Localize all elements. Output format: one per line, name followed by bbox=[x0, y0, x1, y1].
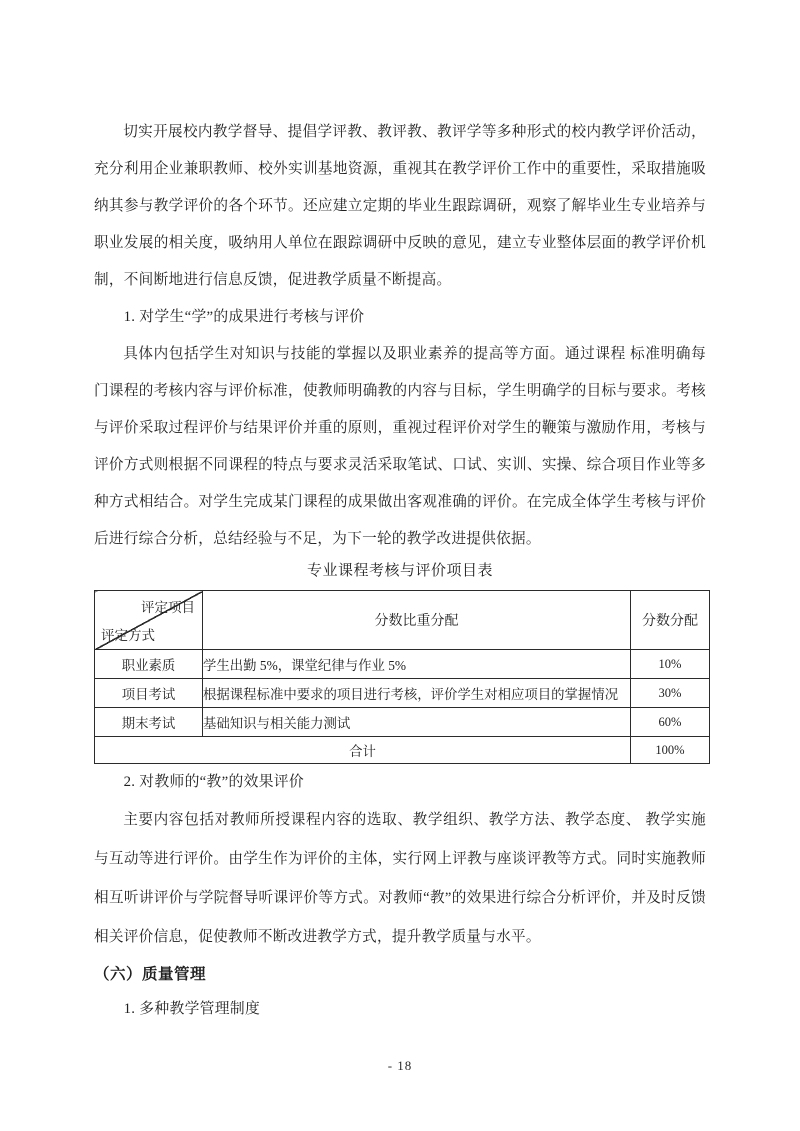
cell-total-label: 合计 bbox=[95, 737, 631, 764]
table-corner-cell bbox=[95, 591, 203, 650]
table-title: 专业课程考核与评价项目表 bbox=[306, 563, 493, 579]
paragraph-teacher-evaluation-details: 主要内容包括对教师所授课程内容的选取、教学组织、教学方法、教学态度、 教学实施与互动等进行评价。由学生作为评价的主体，实行网上评教与座谈评教等方式。同时实施教师相互听讲评价与学院督导听课评价等方式。对教师“教”的效果进行综合分析评价，并及时反馈相关评价信息，促使教师不断改进教学方式，提升教学质量与水平。 bbox=[94, 812, 706, 945]
page-number: - 18 bbox=[387, 1058, 413, 1073]
paragraph-evaluation-activities: 切实开展校内教学督导、提倡学评教、教评教、教评学等多种形式的校内教学评价活动，充分利用企业兼职教师、校外实训基地资源，重视其在教学评价工作中的重要性，采取措施吸纳其参与教学评价的各个环节。还应建立定期的毕业生跟踪调研，观察了解毕业生专业培养与职业发展的相关度，吸纳用人单位在跟踪调研中反映的意见，建立专业整体层面的教学评价机制，不间断地进行信息反馈，促进教学质量不断提高。 bbox=[94, 124, 706, 288]
table-row-final-exam bbox=[95, 708, 710, 737]
paragraph-student-assessment-details: 具体内包括学生对知识与技能的掌握以及职业素养的提高等方面。通过课程 标准明确每门课程的考核内容与评价标准，使教师明确教的内容与目标，学生明确学的目标与要求。考核与评价采取过程评价与结果评价并重的原则，重视过程评价对学生的鞭策与激励作用，考核与评价方式则根据不同课程的特点与要求灵活采取笔试、口试、实训、实操、综合项目作业等多种方式相结合。对学生完成某门课程的成果做出客观准确的评价。在完成全体学生考核与评价后进行综合分析，总结经验与不足，为下一轮的教学改进提供依据。 bbox=[94, 346, 706, 547]
heading-student-learning-assessment: 1. 对学生“学”的成果进行考核与评价 bbox=[123, 309, 365, 325]
column-header-score-allocation: 分数分配 bbox=[631, 591, 710, 650]
cell-method: 项目考试 bbox=[95, 679, 203, 708]
column-header-score-weight: 分数比重分配 bbox=[203, 591, 631, 650]
table-header-row bbox=[95, 591, 710, 650]
heading-quality-management: （六）质量管理 bbox=[94, 966, 207, 983]
corner-label-evaluation-item: 评定项目 bbox=[141, 600, 195, 615]
cell-method: 期末考试 bbox=[95, 708, 203, 737]
cell-score: 30% bbox=[631, 679, 710, 708]
cell-total-value: 100% bbox=[631, 737, 710, 764]
cell-score: 60% bbox=[631, 708, 710, 737]
cell-description: 根据课程标准中要求的项目进行考核，评价学生对相应项目的掌握情况 bbox=[203, 679, 631, 708]
table-row-project-exam bbox=[95, 679, 710, 708]
subitem-teaching-management-systems: 1. 多种教学管理制度 bbox=[123, 1001, 261, 1017]
cell-method: 职业素质 bbox=[95, 650, 203, 679]
cell-description: 基础知识与相关能力测试 bbox=[203, 708, 631, 737]
cell-score: 10% bbox=[631, 650, 710, 679]
corner-label-evaluation-method: 评定方式 bbox=[101, 628, 155, 643]
course-assessment-table bbox=[94, 590, 710, 764]
table-row-total bbox=[95, 737, 710, 764]
cell-description: 学生出勤 5%，课堂纪律与作业 5% bbox=[203, 650, 631, 679]
heading-teacher-effect-evaluation: 2. 对教师的“教”的效果评价 bbox=[123, 774, 304, 790]
table-row-professional-quality bbox=[95, 650, 710, 679]
